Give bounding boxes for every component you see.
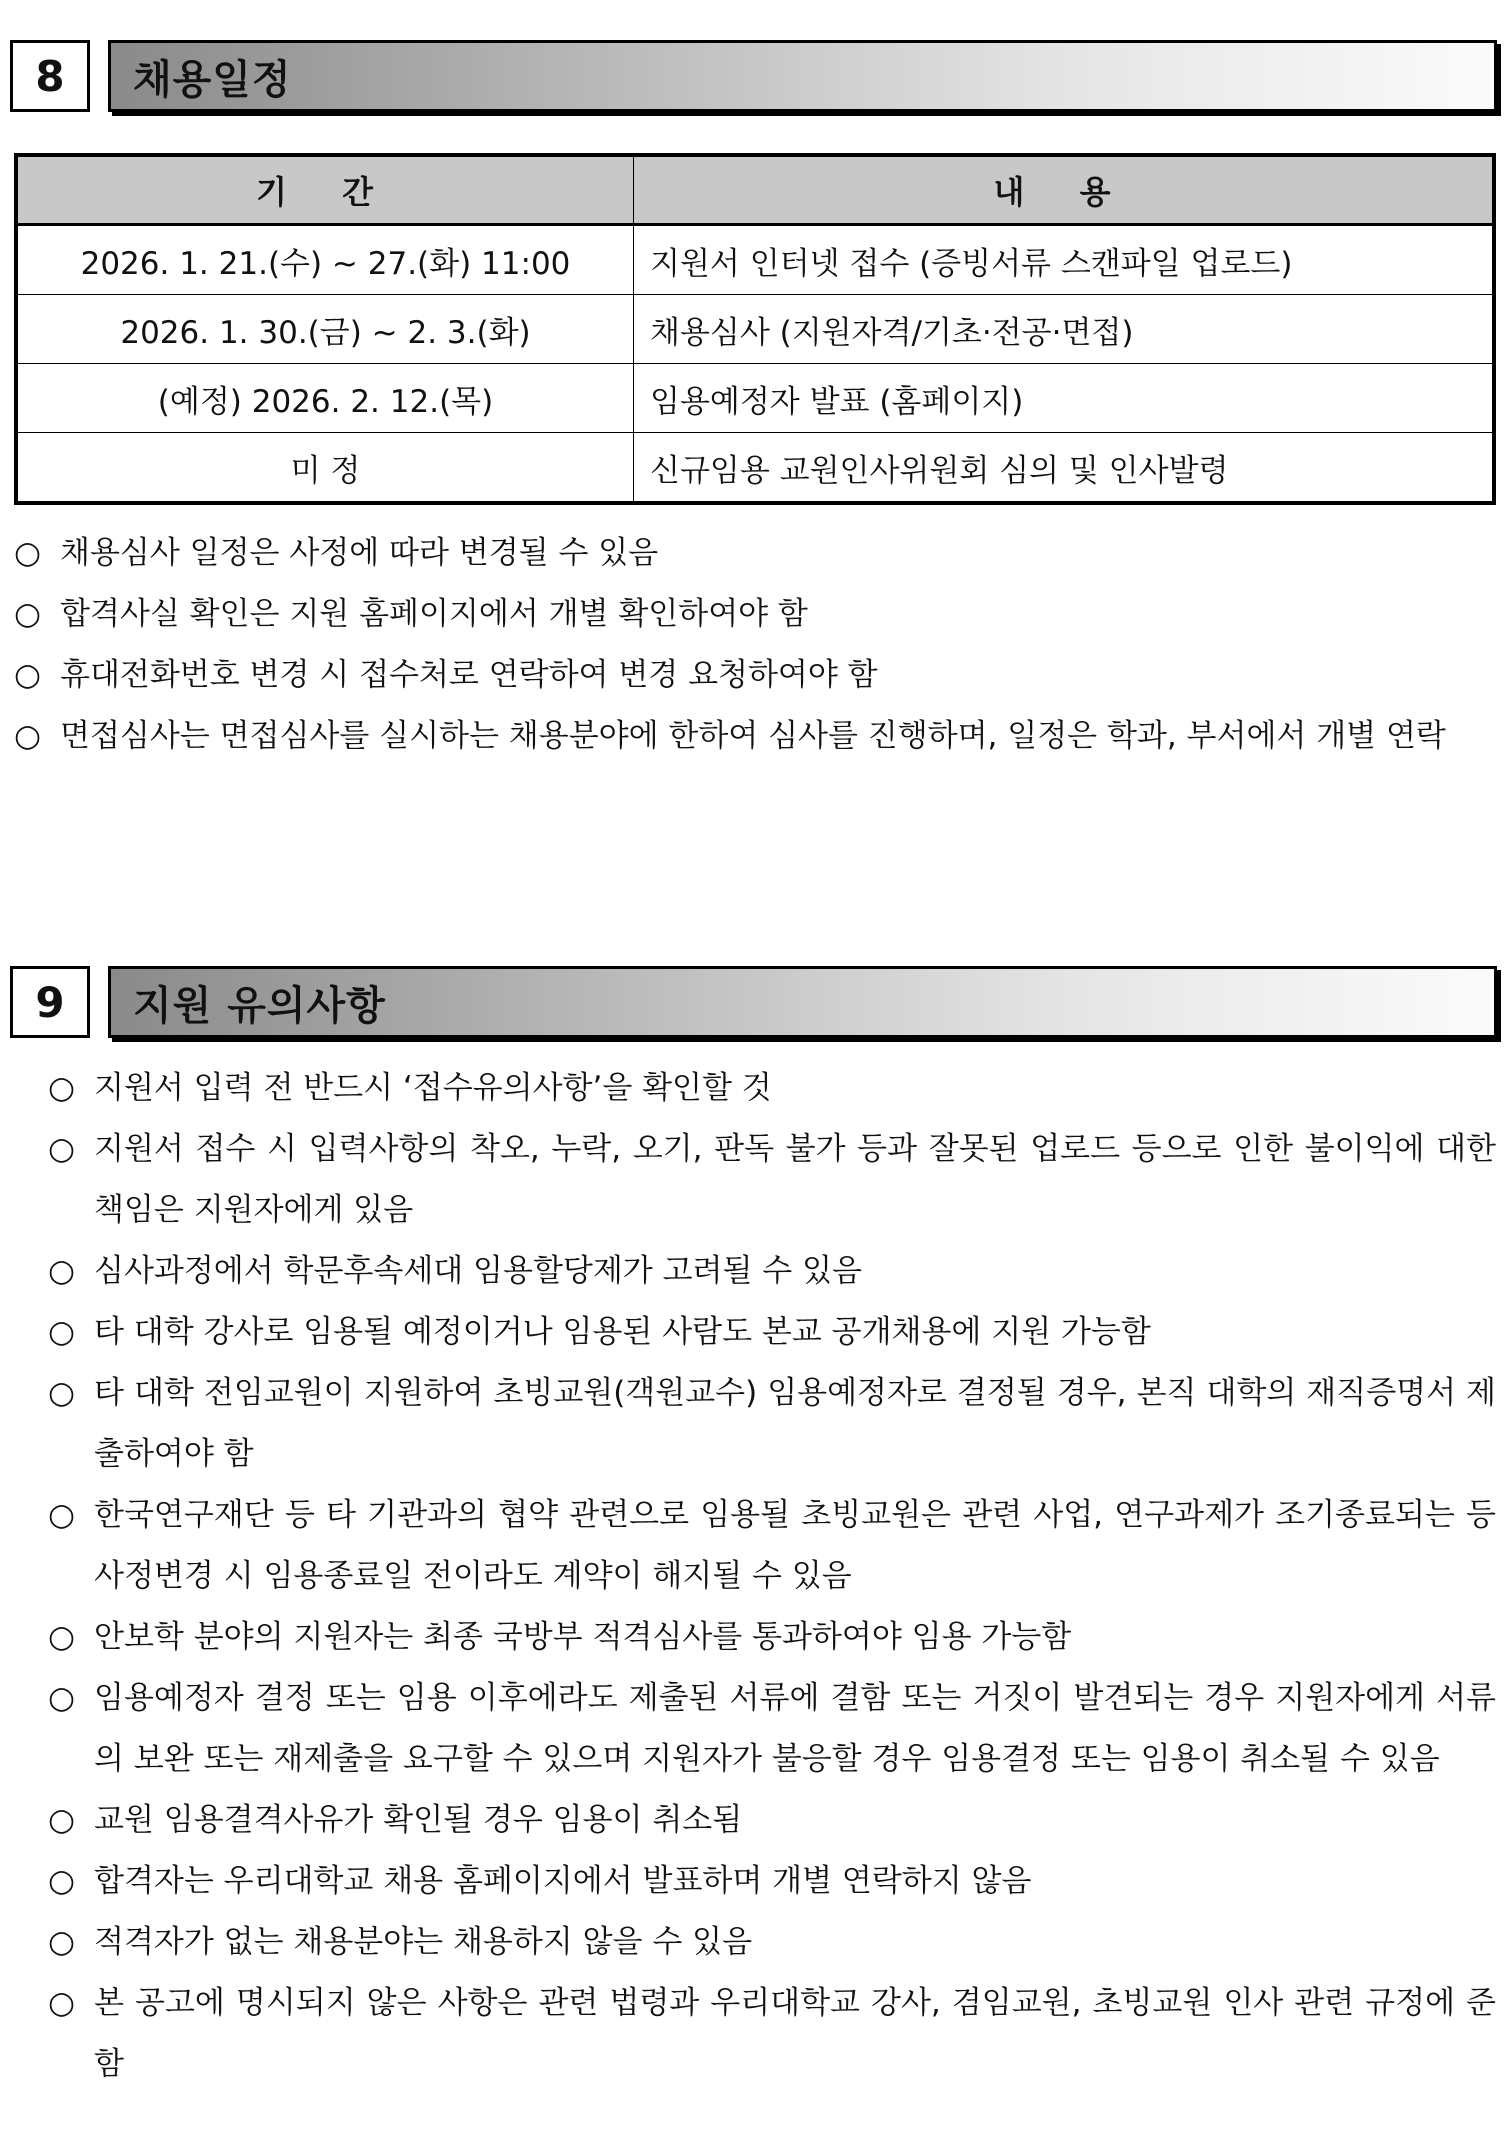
table-header-row bbox=[16, 155, 1494, 225]
note-text: 적격자가 없는 채용분야는 채용하지 않을 수 있음 bbox=[94, 1924, 753, 1960]
list-item bbox=[14, 584, 1496, 645]
bullet-circle-icon: ○ bbox=[48, 1131, 76, 1167]
column-header-content: 내 용 bbox=[634, 155, 1495, 225]
note-text: 타 대학 전임교원이 지원하여 초빙교원(객원교수) 임용예정자로 결정될 경우, 본직 대학의 재직증명서 제출하여야 함 bbox=[94, 1375, 1496, 1472]
schedule-table bbox=[14, 153, 1496, 505]
table-row bbox=[16, 433, 1494, 504]
bullet-circle-icon: ○ bbox=[48, 1802, 76, 1838]
note-text: 합격사실 확인은 지원 홈페이지에서 개별 확인하여야 함 bbox=[60, 596, 808, 632]
bullet-circle-icon: ○ bbox=[14, 535, 42, 571]
list-item bbox=[48, 1668, 1496, 1790]
list-item bbox=[48, 1363, 1496, 1485]
list-item bbox=[48, 1241, 1496, 1302]
table-row bbox=[16, 295, 1494, 364]
bullet-circle-icon: ○ bbox=[48, 1619, 76, 1655]
table-row bbox=[16, 364, 1494, 433]
bullet-circle-icon: ○ bbox=[14, 657, 42, 693]
column-header-period: 기 간 bbox=[16, 155, 634, 225]
content-cell: 채용심사 (지원자격/기초·전공·면접) bbox=[634, 295, 1495, 364]
list-item bbox=[48, 1851, 1496, 1912]
note-text: 안보학 분야의 지원자는 최종 국방부 적격심사를 통과하여야 임용 가능함 bbox=[94, 1619, 1072, 1655]
schedule-notes bbox=[14, 523, 1496, 767]
section-8-header bbox=[10, 40, 1497, 116]
list-item bbox=[14, 645, 1496, 706]
period-cell: (예정) 2026. 2. 12.(목) bbox=[16, 364, 634, 433]
note-text: 합격자는 우리대학교 채용 홈페이지에서 발표하며 개별 연락하지 않음 bbox=[94, 1863, 1032, 1899]
bullet-circle-icon: ○ bbox=[48, 1070, 76, 1106]
section-number: 8 bbox=[10, 40, 90, 112]
bullet-circle-icon: ○ bbox=[14, 596, 42, 632]
note-text: 본 공고에 명시되지 않은 사항은 관련 법령과 우리대학교 강사, 겸임교원, 초빙교원 인사 관련 규정에 준함 bbox=[94, 1985, 1496, 2082]
note-text: 심사과정에서 학문후속세대 임용할당제가 고려될 수 있음 bbox=[94, 1253, 862, 1289]
period-cell: 미 정 bbox=[16, 433, 634, 504]
content-cell: 지원서 인터넷 접수 (증빙서류 스캔파일 업로드) bbox=[634, 225, 1495, 295]
note-text: 지원서 접수 시 입력사항의 착오, 누락, 오기, 판독 불가 등과 잘못된 업로드 등으로 인한 불이익에 대한 책임은 지원자에게 있음 bbox=[94, 1131, 1496, 1228]
list-item bbox=[48, 1302, 1496, 1363]
period-cell: 2026. 1. 30.(금) ~ 2. 3.(화) bbox=[16, 295, 634, 364]
list-item bbox=[48, 1119, 1496, 1241]
bullet-circle-icon: ○ bbox=[48, 1497, 76, 1533]
content-cell: 신규임용 교원인사위원회 심의 및 인사발령 bbox=[634, 433, 1495, 504]
note-text: 타 대학 강사로 임용될 예정이거나 임용된 사람도 본교 공개채용에 지원 가능함 bbox=[94, 1314, 1151, 1350]
list-item bbox=[48, 1973, 1496, 2095]
bullet-circle-icon: ○ bbox=[48, 1314, 76, 1350]
bullet-circle-icon: ○ bbox=[48, 1863, 76, 1899]
note-text: 한국연구재단 등 타 기관과의 협약 관련으로 임용될 초빙교원은 관련 사업, 연구과제가 조기종료되는 등 사정변경 시 임용종료일 전이라도 계약이 해지될 수 있음 bbox=[94, 1497, 1496, 1594]
section-number: 9 bbox=[10, 966, 90, 1038]
list-item bbox=[48, 1607, 1496, 1668]
list-item bbox=[48, 1485, 1496, 1607]
list-item bbox=[48, 1912, 1496, 1973]
list-item bbox=[14, 523, 1496, 584]
table-row bbox=[16, 225, 1494, 295]
section-title: 지원 유의사항 bbox=[108, 966, 1497, 1038]
section-title: 채용일정 bbox=[108, 40, 1497, 112]
bullet-circle-icon: ○ bbox=[48, 1924, 76, 1960]
note-text: 채용심사 일정은 사정에 따라 변경될 수 있음 bbox=[60, 535, 659, 571]
period-cell: 2026. 1. 21.(수) ~ 27.(화) 11:00 bbox=[16, 225, 634, 295]
bullet-circle-icon: ○ bbox=[48, 1680, 76, 1716]
note-text: 면접심사는 면접심사를 실시하는 채용분야에 한하여 심사를 진행하며, 일정은 학과, 부서에서 개별 연락 bbox=[60, 718, 1446, 754]
section-9-header bbox=[10, 966, 1497, 1042]
bullet-circle-icon: ○ bbox=[48, 1985, 76, 2021]
note-text: 휴대전화번호 변경 시 접수처로 연락하여 변경 요청하여야 함 bbox=[60, 657, 878, 693]
note-text: 임용예정자 결정 또는 임용 이후에라도 제출된 서류에 결함 또는 거짓이 발견되는 경우 지원자에게 서류의 보완 또는 재제출을 요구할 수 있으며 지원자가 불응할 경우 임용결정 또는 임용이 취소될 수 있음 bbox=[94, 1680, 1496, 1777]
bullet-circle-icon: ○ bbox=[48, 1375, 76, 1411]
list-item bbox=[48, 1058, 1496, 1119]
list-item bbox=[14, 706, 1496, 767]
bullet-circle-icon: ○ bbox=[48, 1253, 76, 1289]
note-text: 지원서 입력 전 반드시 ‘접수유의사항’을 확인할 것 bbox=[94, 1070, 772, 1106]
application-notes bbox=[48, 1058, 1496, 2095]
bullet-circle-icon: ○ bbox=[14, 718, 42, 754]
content-cell: 임용예정자 발표 (홈페이지) bbox=[634, 364, 1495, 433]
note-text: 교원 임용결격사유가 확인될 경우 임용이 취소됨 bbox=[94, 1802, 743, 1838]
list-item bbox=[48, 1790, 1496, 1851]
